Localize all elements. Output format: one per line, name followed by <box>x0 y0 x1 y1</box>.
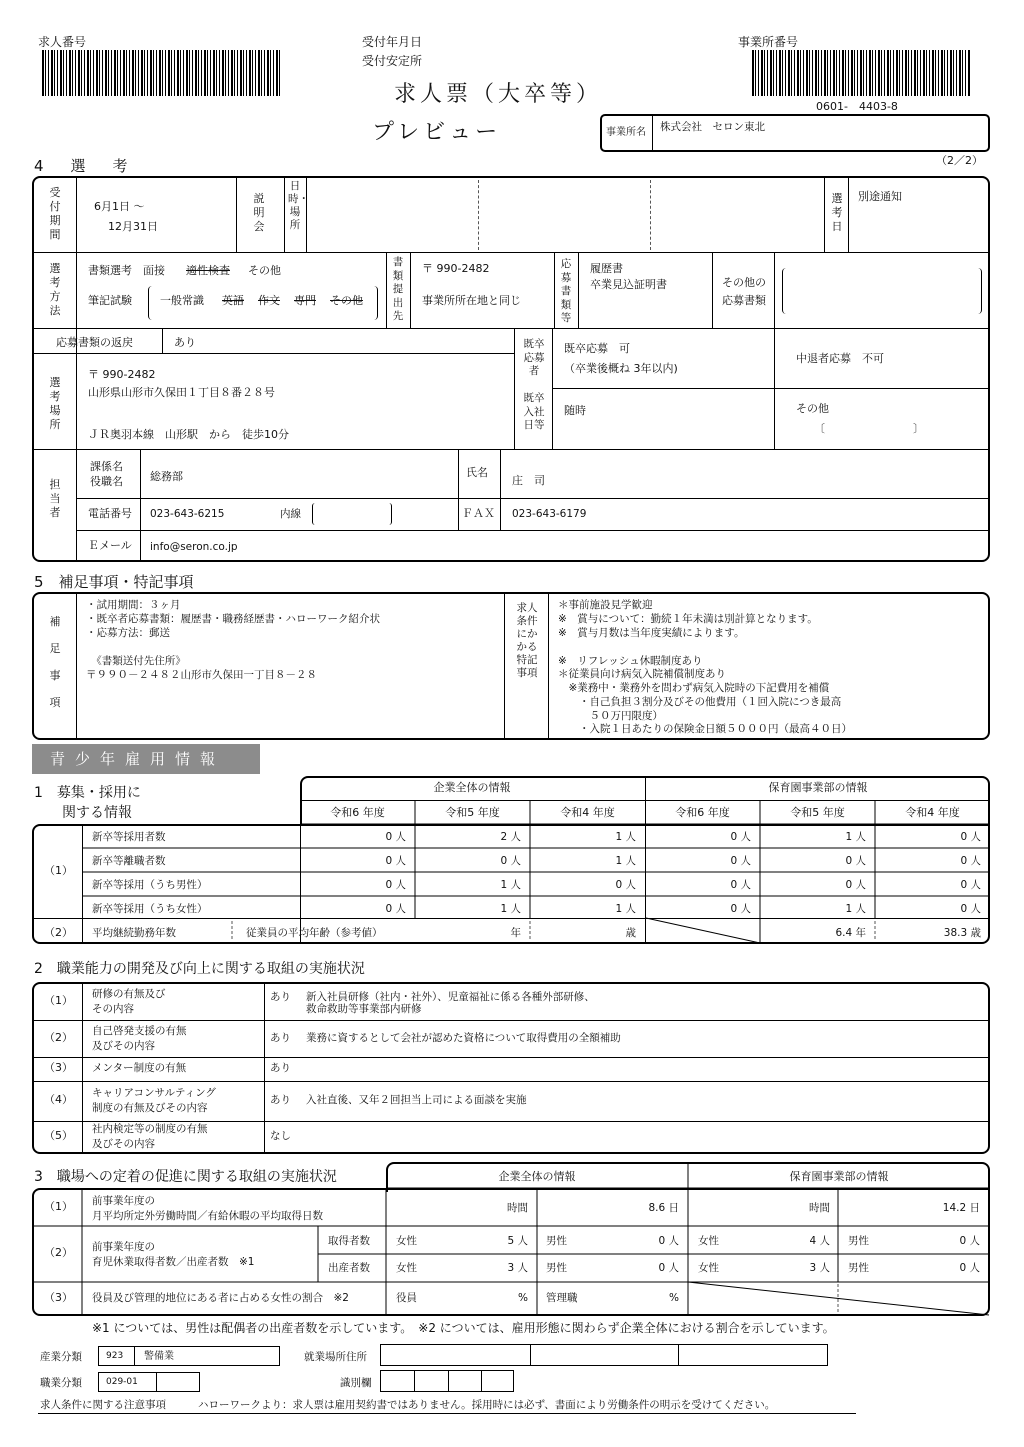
s3-r2-gender: 女性 <box>396 1262 417 1274</box>
dropout-label: 中退者応募 不可 <box>796 352 884 365</box>
year-1: 令和6 年度 <box>330 806 385 819</box>
office-name: 株式会社 セロン東北 <box>660 121 765 133</box>
s3-company-header: 企業全体の情報 <box>498 1170 576 1183</box>
s2-row-no: （5） <box>44 1129 73 1142</box>
s3-r2-gender: 女性 <box>698 1235 719 1247</box>
s3-r2-gender: 女性 <box>396 1235 417 1247</box>
supplement-line-1: ・試用期間：３ヶ月 <box>86 599 181 611</box>
recruit-row-value: 0 人 <box>845 855 866 867</box>
s2-row-text: 入社直後、又年２回担当上司による面談を実施 <box>306 1094 527 1106</box>
special-line-2: ※ 賞与について：勤続１年未満は別計算となります。 <box>558 613 818 625</box>
other-bracket: 〔 〕 <box>814 422 924 435</box>
written-special: 専門 <box>294 294 316 307</box>
briefing-label: 説明会 <box>253 192 265 233</box>
special-line-9: ５０万円限度） <box>558 710 663 722</box>
s2-row-label: 制度の有無及びその内容 <box>92 1102 208 1114</box>
supplement-label: 補足事項 <box>49 615 61 709</box>
page-number: （2／2） <box>936 154 983 167</box>
occupation-code: 029-01 <box>106 1377 138 1387</box>
email-label: Ｅメール <box>88 539 132 552</box>
special-line-3: ※ 賞与月数は当年度実績によります。 <box>558 627 745 639</box>
branch-header: 保育園事業部の情報 <box>768 781 868 794</box>
s3-r1-label-1: 前事業年度の <box>92 1195 155 1207</box>
tel-value: 023-643-6215 <box>150 508 225 520</box>
s3-r2-gender: 男性 <box>546 1262 567 1274</box>
year-2: 令和5 年度 <box>445 806 500 819</box>
year-5: 令和5 年度 <box>790 806 845 819</box>
s2-row-label: 研修の有無及び <box>92 987 166 1000</box>
industry-name: 警備業 <box>144 1351 174 1362</box>
special-line-5: ※ リフレッシュ休暇制度あり <box>558 655 703 667</box>
s3-r3-mgr-pct: % <box>669 1292 679 1304</box>
section-4-title: 4 選 考 <box>34 157 134 175</box>
other-docs-label-1: その他の <box>722 276 766 289</box>
section-5-title: 5 補足事項・特記事項 <box>34 573 194 591</box>
app-docs-label: 応募書類等 <box>560 258 572 324</box>
s3-r2-count: 0 人 <box>658 1235 679 1247</box>
reception-period-end: 12月31日 <box>108 220 158 233</box>
recruit-row-value: 1 人 <box>615 855 636 867</box>
recruit-row-label: 新卒等採用（うち女性） <box>92 903 208 915</box>
special-line-6: ＊従業員向け病気入院補償制度あり <box>558 668 726 680</box>
office-number-label: 事業所番号 <box>738 35 799 49</box>
office-number: 0601- 4403-8 <box>816 100 898 113</box>
special-notes-label: 求人条件にかかる特記事項 <box>516 602 538 679</box>
join-value: 随時 <box>564 404 586 417</box>
special-line-10: ・入院１日あたりの保険金日額５０００円（最高４０日） <box>558 723 852 735</box>
youth-s1-title-1: 1 募集・採用に <box>34 785 141 801</box>
s3-r2-count: 0 人 <box>959 1235 980 1247</box>
youth-banner: 青少年雇用情報 <box>32 744 260 774</box>
s3-r2-taken-label: 取得者数 <box>328 1235 370 1247</box>
s3-r2-gender: 男性 <box>546 1235 567 1247</box>
s2-row-no: （4） <box>44 1093 73 1106</box>
method-other: その他 <box>248 264 281 277</box>
workplace-field <box>380 1344 828 1366</box>
s2-row-text: 業務に資するとして会社が認めた資格について取得費用の全額補助 <box>306 1031 621 1044</box>
recruit-row-value: 0 人 <box>615 879 636 891</box>
doc-dest: 事業所所在地と同じ <box>422 294 521 307</box>
method-1: 書類選考 面接 <box>88 264 165 277</box>
supplement-line-6: 〒９９０－２４８２山形市久保田一丁目８－２８ <box>86 669 317 681</box>
reception-period-label: 受付期間 <box>49 186 61 241</box>
s3-r1-company-days: 8.6 日 <box>648 1202 679 1214</box>
company-header: 企業全体の情報 <box>433 781 511 794</box>
s3-r2-label-2: 育児休業取得者数／出産者数 ※1 <box>92 1256 255 1268</box>
s3-r2-count: 4 人 <box>809 1235 830 1247</box>
received-office-label: 受付安定所 <box>362 54 423 68</box>
doc-dest-zip: 〒 990-2482 <box>422 262 490 275</box>
other-label: その他 <box>796 402 829 415</box>
page-title: 求人票（大卒等） <box>394 82 603 107</box>
special-line-7: ※業務中・業務外を問わず病気入院時の下記費用を補償 <box>558 682 830 694</box>
written-other: その他 <box>330 294 363 307</box>
recruit-row-value: 0 人 <box>960 855 981 867</box>
youth-s3-title: 3 職場への定着の促進に関する取組の実施状況 <box>34 1169 337 1185</box>
s3-r2-no: （2） <box>44 1246 73 1259</box>
recruit-row-label: 新卒等採用者数 <box>92 831 166 843</box>
fax-value: 023-643-6179 <box>512 508 587 520</box>
recruit-row-label: 新卒等離職者数 <box>92 855 166 867</box>
office-name-label: 事業所名 <box>606 127 646 138</box>
year-4: 令和6 年度 <box>675 806 730 819</box>
written-test-label: 筆記試験 <box>88 294 132 307</box>
recruit-row-value: 1 人 <box>500 879 521 891</box>
s2-row-no: （1） <box>44 993 73 1007</box>
grad-note: （卒業後概ね 3年以内) <box>564 362 678 375</box>
youth-s1-title-2: 関する情報 <box>62 805 132 821</box>
s2-row-flag: あり <box>270 990 291 1003</box>
method-label: 選考方法 <box>49 262 61 317</box>
s3-r2-count: 3 人 <box>507 1262 528 1274</box>
recruit-row-value: 1 人 <box>615 831 636 843</box>
s3-r2-gender: 女性 <box>698 1262 719 1274</box>
dept-value: 総務部 <box>150 470 183 483</box>
occupation-label: 職業分類 <box>40 1377 82 1389</box>
s3-r2-label-1: 前事業年度の <box>92 1241 155 1253</box>
s3-r3-label: 役員及び管理的地位にある者に占める女性の割合 ※2 <box>92 1292 349 1304</box>
s2-row-label: キャリアコンサルティング <box>92 1087 216 1099</box>
reception-period-start: 6月1日 ～ <box>94 200 145 213</box>
s2-row-flag: あり <box>270 1062 291 1074</box>
row2-label: （2） <box>44 926 73 939</box>
datetime-place-label: 日時・場所 <box>288 180 309 231</box>
s2-row-no: （3） <box>44 1061 73 1074</box>
id-field <box>380 1370 514 1392</box>
recruit-row-value: 0 人 <box>385 831 406 843</box>
name-value: 庄 司 <box>512 474 545 487</box>
s2-row-text: 新入社員研修（社内・社外）、児童福祉に係る各種外部研修、 <box>306 990 595 1003</box>
id-label: 識別欄 <box>340 1377 372 1389</box>
place-zip: 〒 990-2482 <box>88 368 156 381</box>
recruit-row-value: 0 人 <box>500 855 521 867</box>
recruit-row-value: 0 人 <box>730 903 751 915</box>
s3-r1-company-hours: 時間 <box>507 1202 528 1214</box>
youth-s2-title: 2 職業能力の開発及び向上に関する取組の実施状況 <box>34 961 365 977</box>
s3-r3-exec: 役員 <box>396 1292 417 1304</box>
place-access: ＪＲ奥羽本線 山形駅 から 徒歩10分 <box>88 428 289 441</box>
join-label: 既卒入社日等 <box>523 392 545 431</box>
s2-row-no: （2） <box>44 1030 73 1044</box>
recruit-row-value: 1 人 <box>845 831 866 843</box>
s2-row-label: 社内検定等の制度の有無 <box>92 1123 208 1135</box>
caution-label: 求人条件に関する注意事項 <box>40 1399 166 1411</box>
place-label: 選考場所 <box>49 376 61 431</box>
s3-r3-no: （3） <box>44 1291 73 1304</box>
name-label: 氏名 <box>466 466 488 479</box>
received-date-label: 受付年月日 <box>362 35 423 49</box>
recruit-row-value: 0 人 <box>960 879 981 891</box>
written-general: 一般常識 <box>160 294 204 307</box>
recruit-row-value: 0 人 <box>730 831 751 843</box>
recruit-row-value: 1 人 <box>500 903 521 915</box>
app-docs-2: 卒業見込証明書 <box>590 278 667 291</box>
caution-text: ハローワークより：求人票は雇用契約書ではありません。採用時には必ず、書面により労働条件の明示を受けてください。 <box>198 1399 776 1411</box>
fax-label: ＦＡＸ <box>462 507 495 520</box>
s2-row-flag: あり <box>270 1094 291 1106</box>
s3-r2-gender: 男性 <box>848 1262 869 1274</box>
other-docs-label-2: 応募書類 <box>722 294 766 307</box>
supplement-line-5: 《書類送付先住所》 <box>86 655 186 667</box>
workplace-label: 就業場所住所 <box>304 1351 367 1363</box>
s3-r3-mgr: 管理職 <box>546 1292 578 1304</box>
return-label: 応募書類の返戻 <box>56 336 133 349</box>
page-subtitle: プレビュー <box>372 120 502 145</box>
recruit-row-value: 0 人 <box>730 879 751 891</box>
s3-r2-count: 0 人 <box>658 1262 679 1274</box>
supplement-line-3: ・応募方法：郵送 <box>86 627 170 639</box>
method-aptitude: 適性検査 <box>186 264 230 277</box>
email-value: info@seron.co.jp <box>150 541 238 553</box>
row2-company-years: 年 <box>510 927 521 939</box>
selection-date-label: 選考日 <box>831 192 843 233</box>
grad-label: 既卒応募者 <box>523 338 545 377</box>
s2-row-label: その内容 <box>92 1002 134 1015</box>
ext-label: 内線 <box>280 508 301 520</box>
s3-r2-gender: 男性 <box>848 1235 869 1247</box>
s2-row-label: 及びその内容 <box>92 1138 155 1150</box>
youth-note: ※1 については、男性は配偶者の出産者数を示しています。 ※2 については、雇用形態に関わらず企業全体における割合を示しています。 <box>92 1321 835 1335</box>
written-english: 英語 <box>222 294 244 307</box>
contact-label: 担当者 <box>49 478 61 519</box>
row2-age-label: 従業員の平均年齢（参考値） <box>246 927 383 939</box>
tel-label: 電話番号 <box>88 507 132 520</box>
recruit-row-value: 2 人 <box>500 831 521 843</box>
selection-date: 別途通知 <box>858 190 902 203</box>
recruit-row-value: 0 人 <box>385 879 406 891</box>
recruit-row-value: 0 人 <box>385 855 406 867</box>
app-docs-1: 履歴書 <box>590 262 623 275</box>
year-3: 令和4 年度 <box>560 806 615 819</box>
supplement-line-2: ・既卒者応募書類：履歴書・職務経歴書・ハローワーク紹介状 <box>86 613 380 625</box>
s3-r2-birth-label: 出産者数 <box>328 1262 370 1274</box>
recruit-row-value: 0 人 <box>385 903 406 915</box>
s3-r2-count: 0 人 <box>959 1262 980 1274</box>
industry-label: 産業分類 <box>40 1351 82 1363</box>
recruit-row-value: 0 人 <box>960 903 981 915</box>
row2-name: 平均継続勤務年数 <box>92 927 176 939</box>
return-value: あり <box>174 336 196 349</box>
industry-code: 923 <box>106 1351 124 1361</box>
year-6: 令和4 年度 <box>905 806 960 819</box>
s3-r3-exec-pct: % <box>518 1292 528 1304</box>
recruit-row-value: 0 人 <box>960 831 981 843</box>
row2-branch-age: 38.3 歳 <box>943 927 981 939</box>
dept-label-2: 役職名 <box>90 475 123 488</box>
s2-row-text: 救命救助等事業部内研修 <box>306 1002 422 1015</box>
special-line-1: ＊事前施設見学歓迎 <box>558 599 653 611</box>
place-address: 山形県山形市久保田１丁目８番２８号 <box>88 386 275 399</box>
recruit-row-value: 1 人 <box>615 903 636 915</box>
job-number-label: 求人番号 <box>38 35 87 49</box>
group1-label: （1） <box>44 864 73 877</box>
s2-row-flag: なし <box>270 1130 291 1142</box>
s2-row-label: メンター制度の有無 <box>92 1062 187 1074</box>
s2-row-flag: あり <box>270 1031 291 1044</box>
s3-r1-branch-hours: 時間 <box>809 1202 830 1214</box>
special-line-8: ・自己負担３割分及びその他費用（１回入院につき最高 <box>558 696 842 708</box>
recruit-row-value: 0 人 <box>730 855 751 867</box>
written-essay: 作文 <box>258 294 280 307</box>
recruit-row-label: 新卒等採用（うち男性） <box>92 879 208 891</box>
s3-r1-label-2: 月平均所定外労働時間／有給休暇の平均取得日数 <box>92 1210 323 1222</box>
s2-row-label: 自己啓発支援の有無 <box>92 1024 187 1037</box>
row2-branch-years: 6.4 年 <box>835 927 866 939</box>
recruit-row-value: 1 人 <box>845 903 866 915</box>
s3-branch-header: 保育園事業部の情報 <box>789 1170 889 1183</box>
grad-value: 既卒応募 可 <box>564 342 630 355</box>
s3-r1-branch-days: 14.2 日 <box>942 1202 980 1214</box>
doc-dest-label: 書類提出先 <box>392 256 404 322</box>
s3-r2-count: 3 人 <box>809 1262 830 1274</box>
row2-company-age: 歳 <box>625 927 636 939</box>
dept-label-1: 課係名 <box>90 460 123 473</box>
s3-r1-no: （1） <box>44 1200 73 1213</box>
recruit-row-value: 0 人 <box>845 879 866 891</box>
s3-r2-count: 5 人 <box>507 1235 528 1247</box>
s2-row-label: 及びその内容 <box>92 1039 155 1052</box>
